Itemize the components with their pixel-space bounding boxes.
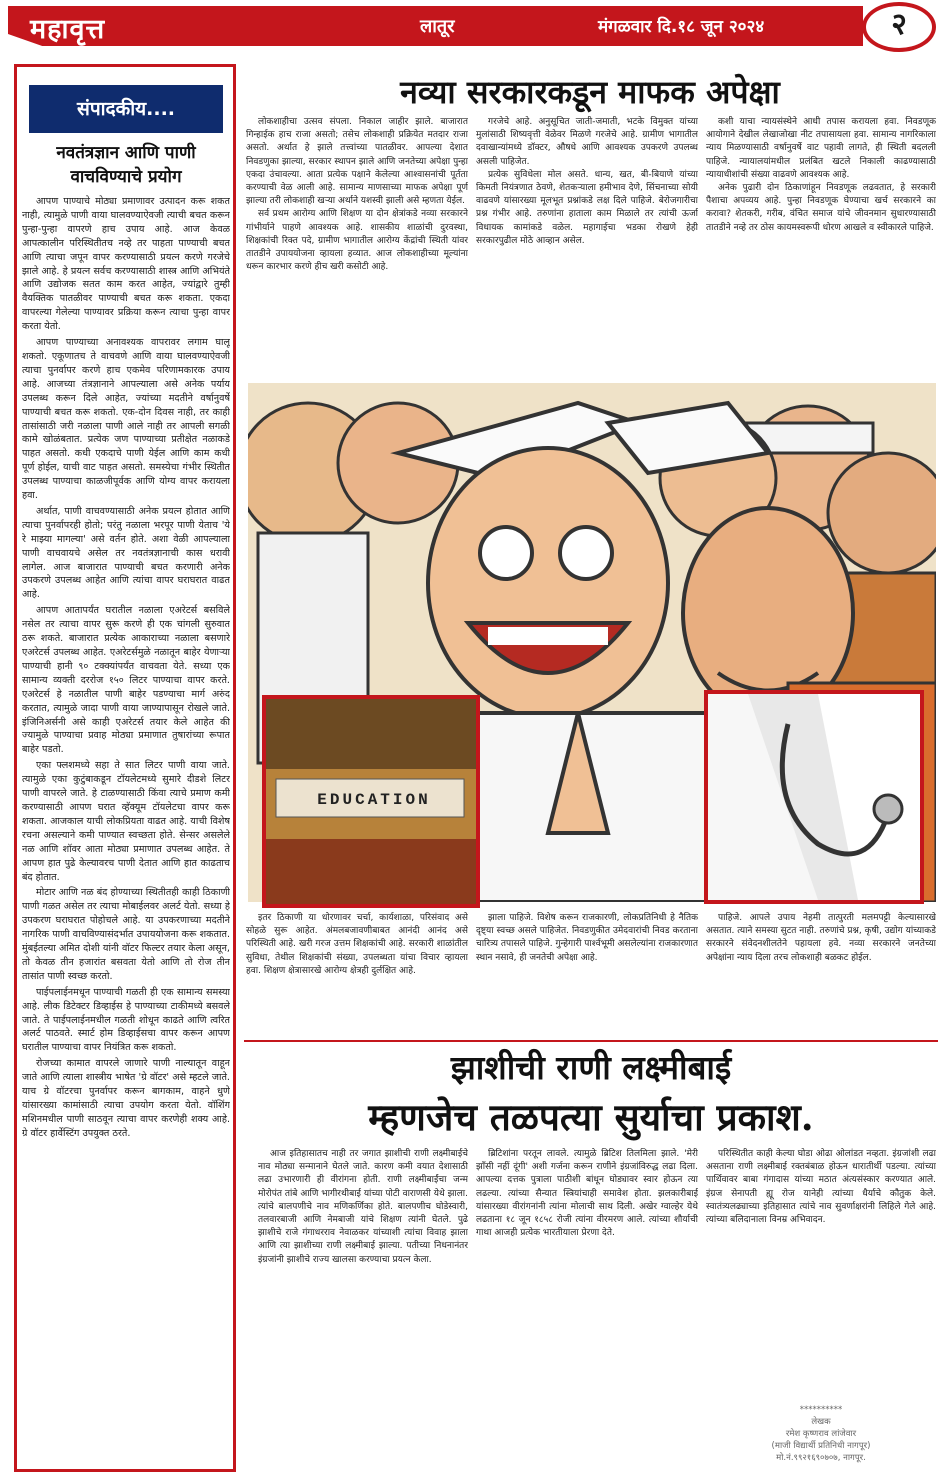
article-paragraph: झाला पाहिजे. विशेष करून राजकारणी, लोकप्रतिनिधी हे नैतिक दृष्ट्या स्वच्छ असले पाहिजेत. निवडणुकीत उमेदवारांची निवड करताना चारित्र्य तपासले पाहिजे. गुन्हेगारी पार्श्वभूमी असलेल्यांना राजकारणात स्थान नसावे, ही जनतेची अपेक्षा आहे. — [476, 913, 698, 963]
issue-date: मंगळवार दि.१८ जून २०२४ — [598, 17, 765, 37]
editorial-paragraph: अर्थात, पाणी वाचवण्यासाठी अनेक प्रयत्न होतात आणि त्याचा पुनर्वापरही होतो; परंतु नळाला भरपूर पाणी येताच 'ये रे माझ्या मागल्या' असे वर्तन होते. अशा वेळी आपल्याला पाणी वाचवायचे असेल तर नवतंत्रज्ञानाची कास धरावी लागेल. आज बाजारात पाण्याची बचत करणारी अनेक उपकरणे उपलब्ध आहेत आणि त्यांचा वापर घराघरात वाढत आहे. — [22, 505, 230, 601]
article-headline: नव्या सरकारकडून माफक अपेक्षा — [400, 73, 780, 111]
article-paragraph: अनेक पुढारी दोन ठिकाणांहून निवडणूक लढवतात, हे सरकारी पैशाचा अपव्यय आहे. पुन्हा निवडणूक घेण्याचा खर्च सरकारने का करावा? शेतकरी, गरीब, वंचित समाज यांचे जीवनमान सुधारण्यासाठी तातडीने नव्हे तर ठोस कायमस्वरूपी धोरण आखले व स्वीकारले पाहिजे. — [706, 183, 936, 233]
article-column — [706, 1148, 936, 1398]
editorial-paragraph: रोजच्या कामात वापरले जाणारे पाणी नाल्यातून वाहून जाते आणि त्याला शास्त्रीय भाषेत 'ग्रे वॉटर' असे म्हटले जाते. याच ग्रे वॉटरचा पुनर्वापर करून बागकाम, वाहने धुणे यांसारख्या कामांसाठी त्याचा उपयोग करता येतो. वॉशिंग मशिनमधील पाणी साठवून त्याचा वापर करणेही शक्य आहे. ग्रे वॉटर हार्वेस्टिंग उपयुक्त ठरते. — [22, 1058, 230, 1139]
article-paragraph: कशी याचा न्यायसंस्थेने आधी तपास करायला हवा. निवडणूक आयोगाने देखील लेखाजोखा नीट तपासायला हवा. सामान्य नागरिकाला न्याय मिळण्यासाठी वर्षानुवर्षे वाट पहावी लागते, ही स्थिती बदलली पाहिजे. न्यायालयांमधील प्रलंबित खटले निकाली काढण्यासाठी न्यायाधीशांची संख्या वाढवणे आवश्यक आहे. — [706, 117, 936, 180]
editorial-paragraph: आपण पाण्याच्या अनावश्यक वापरावर लगाम घालू शकतो. एकूणातच ते वाचवणे आणि वाया घालवण्याऐवजी त्याचा पुनर्वापर करणे हाच एकमेव परिणामकारक उपाय आहे. आजच्या तंत्रज्ञानाने आपल्याला असे अनेक पर्याय उपलब्ध करून दिले आहेत, ज्यांच्या मदतीने वर्षानुवर्षे पाण्याची बचत करू शकतो. एक-दोन दिवस नाही, तर काही तासांसाठी जरी नळाला पाणी आले नाही तर आपली सगळी कामे खोळंबतात. प्रत्येक जण पाण्याच्या प्रतीक्षेत नळाकडे पाहत असतो. कधी एकदाचे पाणी येईल आणि काम कधी पूर्ण होईल, याची वाट पाहत असतो. समस्येचा गंभीर स्थितीत उपलब्ध पाण्याचा काळजीपूर्वक आणि योग्य वापर करायला हवा. — [22, 337, 230, 502]
article-column — [246, 116, 468, 378]
article-column — [476, 116, 698, 378]
editorial-label: संपादकीय.... — [29, 85, 223, 133]
masthead — [0, 0, 945, 58]
article-column — [476, 912, 698, 1036]
article2-headline-line1: झाशीची राणी लक्ष्मीबाई — [450, 1048, 732, 1087]
editorial-title: नवतंत्रज्ञान आणि पाणी वाचविण्याचे प्रयोग — [56, 143, 196, 187]
education-dice-text: EDUCATION — [317, 791, 431, 809]
editorial-paragraph: आपण आतापर्यंत घरातील नळाला एअरेटर्स बसविले नसेल तर त्याचा वापर सुरू करणे ही एक चांगली सुरुवात ठरू शकते. बाजारात प्रत्येक आकाराच्या नळाला बसणारे एअरेटर्स उपलब्ध आहेत. एअरेटर्समुळे नळातून बाहेर येणाऱ्या पाण्याची हानी ९० टक्क्यांपर्यंत वाचवता येते. सध्या एक सामान्य व्यक्ती दररोज १५० लिटर पाण्याचा वापर करते. एअरेटर्स हे नळातील पाणी बाहेर पडण्याचा मार्ग अरुंद करतात, त्यामुळे जादा पाणी वाया जाण्यापासून रोखले जाते. इंजिनिअर्सनी असे काही एअरेटर्स तयार केले आहेत की ज्यामुळे पाण्याचा प्रवाह मोठ्या प्रमाणात तुषारांच्या रूपात बाहेर पडतो. — [22, 605, 230, 756]
byline-role: (माजी विद्यार्थी प्रतिनिधी नागपूर) — [771, 1441, 871, 1451]
article-paragraph: सर्व प्रथम आरोग्य आणि शिक्षण या दोन क्षेत्रांकडे नव्या सरकारने गांभीर्याने पाहणे आवश्यक आहे. शासकीय शाळांची दुरवस्था, शिक्षकांची रिक्त पदे, ग्रामीण भागातील आरोग्य केंद्रांची स्थिती यांवर तातडीने उपाययोजना व्हायला हव्यात. आज लोकशाहीच्या मूल्यांना धरून कारभार करणे हीच खरी कसोटी आहे. — [246, 209, 468, 273]
editorial-paragraph: एका फ्लशमध्ये सहा ते सात लिटर पाणी वाया जाते. त्यामुळे एका कुटुंबाकडून टॉयलेटमध्ये सुमारे दीडशे लिटर पाणी वापरले जाते. हे टाळण्यासाठी किंवा त्याचे प्रमाण कमी करण्यासाठी आपण घरात व्हॅक्यूम टॉयलेटचा वापर करू शकता. आजकाल याची लोकप्रियता वाढत आहे. याची विशेष रचना असल्याने कमी पाण्यात स्वच्छता होते. सेन्सर असलेले नळ आणि शॉवर आता मोठ्या प्रमाणात उपलब्ध आहेत. ते आपण हात पुढे केल्यावरच पाणी देतात आणि हात काढताच बंद होतात. — [22, 760, 230, 883]
byline-author: रमेश कृष्णराव लांजेवार — [785, 1429, 857, 1439]
article-paragraph: इतर ठिकाणी या धोरणावर चर्चा, कार्यशाळा, परिसंवाद असे सोहळे सुरू आहेत. अंमलबजावणीबाबत आनंदी आनंद असे परिस्थिती आहे. खरी गरज उत्तम शिक्षकांची आहे. सरकारी शाळांतील सुविधा, तेथील शिक्षकांची संख्या, उपलब्धता यांचा विचार व्हायला हवा. शिक्षण क्षेत्रासारखे आरोग्य क्षेत्रही दुर्लक्षित आहे. — [246, 913, 468, 976]
article-paragraph: पाहिजे. आपले उपाय नेहमी तात्पुरती मलमपट्टी केल्यासारखे असतात. त्याने समस्या सुटत नाही. तरुणांचे प्रश्न, कृषी, उद्योग यांच्याकडे सरकारने संवेदनशीलतेने पहायला हवे. नव्या सरकारने जनतेच्या अपेक्षांना न्याय दिला तरच लोकशाही बळकट होईल. — [706, 913, 936, 963]
article-column — [258, 1148, 468, 1473]
article-paragraph: परिस्थितीत काही केल्या घोडा ओढा ओलांडत नव्हता. इंग्रजांशी लढा असताना राणी लक्ष्मीबाई रक्तबंबाळ होऊन धारातीर्थी पडल्या. त्यांच्या पार्थिवावर बाबा गंगादास यांच्या मठात अंत्यसंस्कार करण्यात आले. इंग्रज सेनापती ह्यू रोज यानेही त्यांच्या धैर्याचे कौतुक केले. स्वातंत्र्यलढ्याच्या इतिहासात त्यांचे नाव सुवर्णाक्षरांनी लिहिले गेले आहे. त्यांच्या बलिदानाला विनम्र अभिवादन. — [706, 1149, 936, 1226]
article-column — [246, 912, 468, 1036]
article-paragraph: आज इतिहासातच नाही तर जगात झाशीची राणी लक्ष्मीबाईचे नाव मोठ्या सन्मानाने घेतले जाते. कारण कमी वयात देशासाठी लढा उभारणारी ही वीरांगना होती. राणी लक्ष्मीबाईंचा जन्म मोरोपंत तांबे आणि भागीरथीबाई यांच्या पोटी वाराणसी येथे झाला. त्यांचे बालपणीचे नाव मणिकर्णिका होते. बालपणीच घोडेस्वारी, तलवारबाजी आणि नेमबाजी यांचे शिक्षण त्यांनी घेतले. पुढे झाशीचे राजे गंगाधरराव नेवाळकर यांच्याशी त्यांचा विवाह झाला आणि त्या झाशीच्या राणी लक्ष्मीबाई झाल्या. पतीच्या निधनानंतर इंग्रजांनी झाशीचे राज्य खालसा करण्याचा प्रयत्न केला. — [258, 1149, 468, 1265]
article-paragraph: लोकशाहीचा उत्सव संपला. निकाल जाहीर झाले. बाजारात गिन्हाईक हाच राजा असतो; तसेच लोकशाही प्रक्रियेत मतदार राजा असतो. अर्थात हे झाले तत्त्वांच्या पातळीवर. आपल्या देशात निवडणुका झाल्या, सरकार स्थापन झाले आणि जनतेच्या अपेक्षा पुन्हा एकदा उंचावल्या. आता प्रत्येक पक्षाने केलेल्या आश्वासनांची पूर्तता करण्याची वेळ आली आहे. सामान्य माणसाच्या माफक अपेक्षा पूर्ण झाल्या तरी लोकशाही खऱ्या अर्थाने यशस्वी झाली असे म्हणता येईल. — [246, 117, 468, 207]
article-paragraph: प्रत्येक सुविधेला मोल असते. धान्य, खत, बी-बियाणे यांच्या किमती नियंत्रणात ठेवणे, शेतकऱ्याला हमीभाव देणे, सिंचनाच्या सोयी वाढवणे यांसारख्या मूलभूत प्रश्नांकडे लक्ष दिले पाहिजे. बेरोजगारीचा प्रश्न गंभीर आहे. तरुणांना हाताला काम मिळाले तर त्यांची ऊर्जा विधायक कामांकडे वळेल. महागाईचा भडका रोखणे हेही सरकारपुढील मोठे आव्हान असेल. — [476, 169, 698, 246]
byline-contact: मो.नं.९९२१६९०७०७, नागपूर. — [776, 1453, 866, 1463]
editorial-paragraph: आपण पाण्याचे मोठ्या प्रमाणावर उत्पादन करू शकत नाही, त्यामुळे पाणी वाया घालवण्याऐवजी त्याची बचत करून पुन्हा-पुन्हा वापरणे हाच उपाय आहे. आज केवळ आपत्कालीन परिस्थितीतच नव्हे तर पाहता पाण्याची बचत आणि त्याचा जपून वापर करण्यासाठी प्रयत्न करणे गरजेचे झाले आहे. हे प्रयत्न सर्वच करण्यासाठी शास्त्र आणि अभियंते आणि उद्योजक सतत काम करत आहेत, ज्यांद्वारे तुम्ही वैयक्तिक पातळीवर पाण्याची बचत करू शकता. एकदा वापरल्या गेलेल्या पाण्यावर प्रक्रिया करून त्याचा पुन्हा वापर करता येतो. — [22, 196, 230, 333]
author-byline — [706, 1404, 936, 1464]
byline-stars: ********** — [799, 1405, 843, 1415]
editorial-paragraph: मोटार आणि नळ बंद होण्याच्या स्थितीतही काही ठिकाणी पाणी गळत असेल तर त्याचा मोबाईलवर अलर्ट येतो. सध्या हे उपकरण घराघरात पोहोचले आहे. या उपकरणाच्या मदतीने नागरिक पाणी वाचविण्यासंदर्भात उपाययोजना करू शकतात. मुंबईतल्या अमित दोशी यांनी वॉटर फिल्टर तयार केला असून, तो केवळ तीन हजारांत बसवता येतो आणि तो रोज तीन तासांत पाणी स्वच्छ करतो. — [22, 887, 230, 982]
article2-headline-line2: म्हणजेच तळपत्या सुर्याचा प्रकाश. — [368, 1095, 814, 1139]
education-photo — [262, 695, 480, 908]
article-column — [476, 1148, 698, 1473]
article-paragraph: गरजेचे आहे. अनुसूचित जाती-जमाती, भटके विमुक्त यांच्या मुलांसाठी शिष्यवृत्ती वेळेवर मिळणे गरजेचे आहे. ग्रामीण भागातील दवाखान्यांमध्ये डॉक्टर, औषधे आणि आवश्यक उपकरणे उपलब्ध असली पाहिजेत. — [476, 117, 698, 167]
article-column — [706, 116, 936, 378]
stethoscope-icon — [708, 694, 920, 900]
newspaper-name: महावृत्त — [30, 14, 106, 45]
editorial-paragraph: पाईपलाईनमधून पाण्याची गळती ही एक सामान्य समस्या आहे. लीक डिटेक्टर डिव्हाईस हे पाण्याच्या टाकीमध्ये बसवले जाते. ते पाईपलाईनमधील गळती शोधून काढते आणि त्वरित अलर्ट पाठवते. स्मार्ट होम डिव्हाईसचा वापर करून आपण घरातील पाण्याचा वापर नियंत्रित करू शकतो. — [22, 986, 230, 1054]
edition-city: लातूर — [420, 16, 455, 37]
page-number: २ — [891, 7, 907, 42]
editorial-body — [22, 195, 230, 1465]
article-column — [706, 912, 936, 1036]
doctor-photo — [704, 690, 924, 904]
section-divider — [244, 1040, 938, 1042]
editorial-column — [14, 64, 236, 1472]
article-paragraph: ब्रिटिशांना परतून लावले. त्यामुळे ब्रिटिश तिलमिला झाले. 'मेरी झाँसी नहीं दूंगी' अशी गर्जना करून राणीने इंग्रजांविरुद्ध लढा दिला. आपल्या दत्तक पुत्राला पाठीशी बांधून घोड्यावर स्वार होऊन त्या लढल्या. त्यांच्या सैन्यात स्त्रियांचाही समावेश होता. झलकारीबाई यांसारख्या वीरांगनांनी त्यांना मोलाची साथ दिली. अखेर ग्वाल्हेर येथे लढताना १८ जून १८५८ रोजी त्यांना वीरमरण आले. त्यांच्या शौर्याची गाथा आजही प्रत्येक भारतीयाला प्रेरणा देते. — [476, 1149, 698, 1239]
byline-label: लेखक — [811, 1417, 831, 1427]
